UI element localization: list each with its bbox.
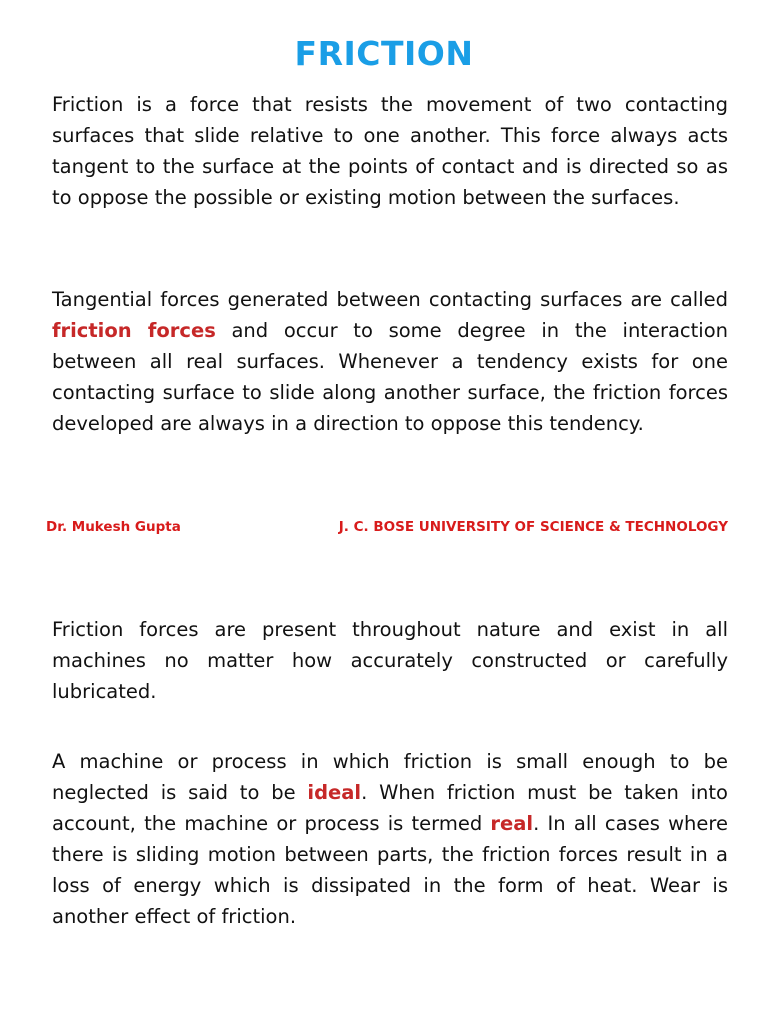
paragraph-text: . In all cases where there is sliding motion between parts, the friction forces result in a loss of energy which is dissipated in the form of heat. Wear is another effect of friction. — [52, 812, 728, 928]
paragraph-presence: Friction forces are present throughout nature and exist in all machines no matter how accurately constructed or carefully lubricated. — [52, 618, 728, 703]
paragraph-definition: Friction is a force that resists the movement of two contacting surfaces that slide relative to one another. This force always acts tangent to the surface at the points of contact and is directed so as to oppose the possible or existing motion between the surfaces. — [52, 93, 728, 209]
author-name: Dr. Mukesh Gupta — [46, 519, 181, 535]
paragraph-tangential-forces — [52, 284, 728, 439]
paragraph-text: Tangential forces generated between contacting surfaces are called — [52, 288, 728, 311]
highlight-friction-forces: friction forces — [52, 319, 216, 342]
highlight-ideal: ideal — [307, 781, 362, 804]
paragraph-ideal-real — [52, 746, 728, 932]
page-title: FRICTION — [294, 34, 474, 73]
highlight-real: real — [490, 812, 534, 835]
paragraph-text: A machine or process in which friction is small enough to be neglected is said to be — [52, 750, 728, 804]
paragraph-text: and occur to some degree in the interaction between all real surfaces. Whenever a tendency exists for one contacting surface to slide along another surface, the friction forces developed are always in a direction to oppose this tendency. — [52, 319, 728, 435]
paragraph-text: . When friction must be taken into account, the machine or process is termed — [52, 781, 728, 835]
university-name: J. C. BOSE UNIVERSITY OF SCIENCE & TECHNOLOGY — [338, 519, 728, 535]
